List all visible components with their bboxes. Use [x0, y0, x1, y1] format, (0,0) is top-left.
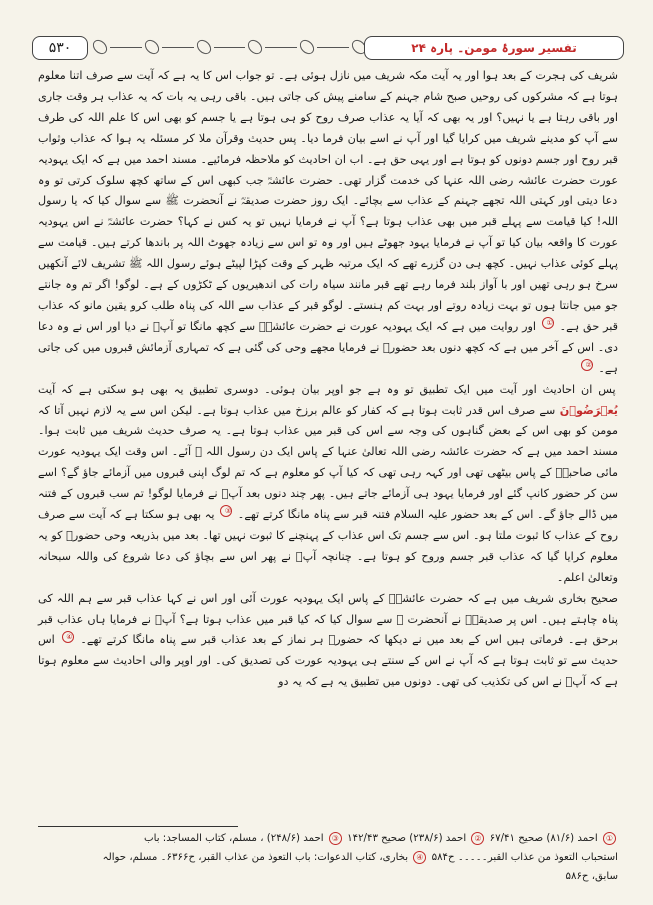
- footnote-text: احمد (۸۱/۶) صحیح ۶۷/۴۱: [486, 833, 598, 844]
- footnote-number: ②: [471, 832, 484, 845]
- body-text: [38, 66, 618, 693]
- line: سلوک کرتی تو وہ دعا دیتی اور کہتی اللہ تجھے جہنم کے عذاب سے بچائے۔ ایک روز حضرت صدیقہؓ نے آنحضرت ﷺ سے سوال کیا کہ یا رسول: [38, 173, 618, 208]
- ornament-knot-icon: [90, 37, 110, 57]
- footnote-divider: [38, 826, 238, 827]
- line: حضرت عائشہؓ سے کچھ مانگا تو آپؓ نے دیا اور اس نے وہ دعا دی۔ اس کے آخر میں ہے کہ کچھ دنوں بعد حضورؐ نے فرمایا مجھے وحی کی گئی ہے کہ: [38, 319, 618, 354]
- footnote-marker[interactable]: ①: [542, 317, 554, 329]
- surah-title: تفسیر سورۂ مومن۔ پارہ ۲۴: [364, 36, 624, 60]
- paragraph-3: [38, 589, 618, 694]
- text: پس ان احادیث اور آیت میں ایک تطبیق تو وہ ہے جو اوپر بیان ہوئی۔ دوسری تطبیق یہ بھی ہو سکتی ہے کہ آیت: [38, 382, 616, 396]
- line: بلند فرما رہے تھے قبر مانند سیاہ رات کی اندھیریوں کے ٹکڑوں کے ہے۔ لوگو! اگر تم وہ جانتے جو میں جانتا ہوں تو بہت زیادہ روتے اور: [38, 278, 618, 312]
- line: بیان کیا تو آپ نے فرمایا یہود جھوٹے ہیں اور وہ تو اس سے زیادہ جھوٹ اللہ پر باندھا کرتے ہیں۔ قیامت سے پہلے کوئی عذاب نہیں۔: [38, 236, 618, 271]
- text: یہ بھی ہو سکتا ہے کہ آیت سے صرف روح کے عذاب کا ثبوت ملتا ہو۔ اس سے جسم تک اس عذاب کے پہنچنے کا ثبوت نہیں تھا۔ بعد میں بذریعہ وحی حضورؐ کو یہ معلوم کرایا گیا کہ عذاب قبر جسم وروح کو ہوتا ہے۔ چنانچہ آپؐ نے پھر اس سے بچاؤ کی دعا شروع کی واللہ سبحانہ وتعالیٰ اعلم۔: [38, 508, 618, 584]
- ornament-line: [265, 47, 297, 48]
- paragraph-1: [38, 66, 618, 380]
- line: بہت کم ہنستے۔ لوگو قبر کے عذاب سے اللہ کی پناہ طلب کرو یقین مانو کہ عذاب قبر حق ہے۔: [38, 298, 618, 333]
- ornament-line: [162, 47, 194, 48]
- footnote-number: ③: [329, 832, 342, 845]
- footnote-text: استحباب التعوذ من عذاب القبر۔۔۔۔۔ ح۵۸۴: [428, 852, 618, 863]
- ornament-knot-icon: [194, 37, 214, 57]
- page-number: ۵۳۰: [32, 36, 88, 60]
- footnotes: [38, 829, 618, 886]
- ornament-line: [110, 47, 142, 48]
- ornament-knot-icon: [297, 37, 317, 57]
- line: کچھ ہی دن گزرے تھے کہ ایک مرتبہ ظہر کے وقت کپڑا لپیٹے ہوئے رسول اللہ ﷺ تشریف لائے آنکھیں سرخ ہو رہی تھیں اور با آواز: [38, 257, 619, 292]
- footnote-text: بخاری، کتاب الدعوات: باب التعوذ من عذاب القبر، ح۶۳۶۶۔ مسلم، حوالہ: [102, 852, 409, 863]
- paragraph-2: [38, 380, 618, 589]
- footnote-line-2: [38, 848, 618, 867]
- ornament-line: [317, 47, 349, 48]
- footnote-line-3: [38, 867, 618, 886]
- footnote-text: احمد (۲۴۸/۶) ، مسلم، کتاب المساجد: باب: [144, 833, 324, 844]
- page-header: [32, 36, 624, 58]
- line: کہ آیا یہ عذاب صرف روح کو ہی ہوتا ہے یا جسم کو بھی اس کا علم اللہ کی طرف سے آپ کو مدینے شریف میں کرایا گیا اور آپ نے اسے بیان: [38, 110, 618, 145]
- ornament-knot-icon: [142, 37, 162, 57]
- quranic-word: یُعۡرَضُوۡنَ: [555, 403, 618, 417]
- footnote-number: ④: [413, 851, 426, 864]
- line: شریف کی ہجرت کے بعد ہوا اور یہ آیت مکہ شریف میں نازل ہوئی ہے۔ تو جواب اس کا یہ ہے کہ آیت سے صرف اتنا معلوم ہوتا ہے کہ: [38, 69, 618, 103]
- text: سے صرف اس قدر ثابت ہوتا ہے کہ کفار کو عالم برزخ میں عذاب ہوتا ہے۔ لیکن اس سے یہ لازم نہیں آتا کہ مومن کو بھی اس کے بعض گناہوں کی وجہ سے اس کی قبر میں عذاب ہوتا ہے۔ یہ صرف حدیث شریف میں ثابت ہوا۔ مسند احمد میں ہے کہ حضرت عائشہ رضی اللہ تعالیٰ عنہا کے پاس ایک دن رسول اللہ ﷺ آئے۔ اس وقت ایک یہودیہ عورت مائی صاحبہؓ کے پاس بیٹھی تھی اور کہہ رہی تھی کہ کیا آپ کو معلوم ہے کہ تم لوگ اپنی قبروں میں آزمائے جاؤ گے؟ اسے سن کر حضور کانپ گئے اور فرمایا یہود ہی آزمائے جاتے ہیں۔ پھر چند دنوں بعد آپؐ نے فرمایا لوگو! تم سب قبروں کے فتنہ میں ڈالے جاؤ گے۔ اس کے بعد حضور علیہ السلام فتنہ قبر سے پناہ مانگا کرتے تھے۔: [38, 403, 618, 522]
- footnote-line-1: [38, 829, 618, 848]
- line: فرمائیے۔ مسند احمد میں ہے کہ ایک یہودیہ عورت حضرت عائشہ رضی اللہ عنہا کی خدمت گزار تھی۔ حضرت عائشہؓ جب کبھی اس کے ساتھ کچھ: [38, 152, 618, 187]
- footnote-number: ①: [603, 832, 616, 845]
- ornament-line: [214, 47, 246, 48]
- footnote-text: سابق، ح۵۸۶: [565, 871, 618, 882]
- line: اللہ! کیا قیامت سے پہلے قبر میں بھی عذاب ہوتا ہے؟ آپ نے فرمایا نہیں تو یہ کس نے کہا؟ حضرت عائشہؓ نے اس یہودیہ عورت کا واقعہ: [38, 215, 619, 250]
- line: تمہاری آزمائش قبروں میں کی جاتی ہے۔: [38, 340, 618, 375]
- footnote-text: احمد (۲۳۸/۶) صحیح ۱۴۲/۴۳: [343, 833, 467, 844]
- text: اس حدیث سے تو ثابت ہوتا ہے کہ آپ نے اس کے سنتے ہی یہودیہ عورت کی تصدیق کی۔ اور اوپر والی احادیث سے معلوم ہوتا ہے کہ آپؐ نے اس کی تکذیب کی تھی۔ دونوں میں تطبیق یہ ہے کہ یہ دو: [38, 633, 618, 689]
- footnote-marker[interactable]: ④: [62, 631, 74, 643]
- line: مشرکوں کی روحیں صبح شام جہنم کے سامنے پیش کی جاتی ہیں۔ باقی رہی یہ بات کہ یہ عذاب ہر وقت جاری اور باقی رہتا ہے یا نہیں؟ اور یہ بھی: [38, 89, 618, 124]
- footnote-marker[interactable]: ③: [220, 505, 232, 517]
- line: اور روایت میں ہے کہ ایک یہودیہ عورت نے: [332, 319, 536, 333]
- header-ornament: [92, 41, 367, 53]
- line: فرما دیا۔ پس حدیث وقرآن ملا کر مسئلہ یہ ہوا کہ عذاب وثواب قبر روح اور جسم دونوں کو ہوتا ہے اور یہی حق ہے۔ اب ان احادیث کو ملاحظہ: [38, 131, 618, 166]
- text: صحیح بخاری شریف میں ہے کہ حضرت عائشہؓ کے پاس ایک یہودیہ عورت آئی اور اس نے کہا عذاب قبر سے ہم اللہ کی پناہ چاہتے ہیں۔ اس پر صدیقہؓ نے آنحضرت ﷺ سے سوال کیا کہ کیا قبر میں عذاب ہوتا ہے؟ آپؐ نے فرمایا ہاں عذاب قبر برحق ہے۔ فرماتی ہیں اس کے بعد میں نے دیکھا کہ حضورؐ ہر نماز کے بعد عذاب قبر سے پناہ مانگا کرتے تھے۔: [38, 591, 618, 647]
- ornament-knot-icon: [245, 37, 265, 57]
- footnote-marker[interactable]: ②: [581, 359, 593, 371]
